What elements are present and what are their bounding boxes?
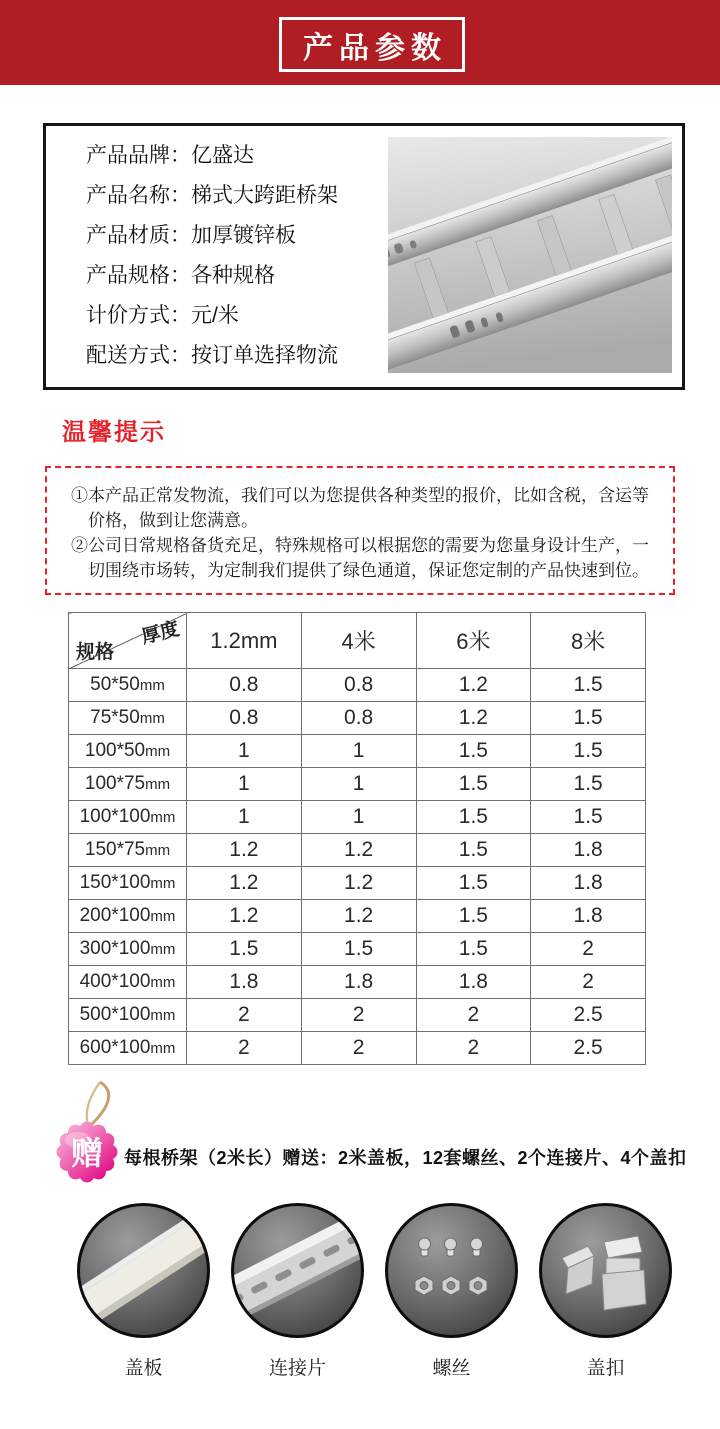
gallery-item-label: 盖板 [124,1358,163,1379]
value-cell: 0.8 [301,702,416,735]
spec-unit: mm [145,743,171,760]
value-cell: 1.2 [187,834,302,867]
spec-number: 300*100 [79,938,151,959]
value-cell: 1 [301,801,416,834]
table-row [69,801,646,834]
tip-item: ②公司日常规格备货充足，特殊规格可以根据您的需要为您量身设计生产，一切围绕市场转，为定制我们提供了绿色通道，保证您定制的产品快速到位。 [71,536,649,580]
spec-unit: mm [150,974,176,991]
page-title: 产品参数 [303,31,447,65]
spec-unit: mm [145,842,171,859]
spec-number: 400*100 [79,971,151,992]
spec-unit: mm [145,776,171,793]
value-cell: 1.2 [301,834,416,867]
field-value: 亿盛达 [191,144,254,167]
value-cell: 2 [416,1032,531,1065]
value-cell: 0.8 [301,669,416,702]
value-cell: 1.5 [416,867,531,900]
value-cell: 1.2 [187,867,302,900]
row-spec [69,933,187,966]
product-info-box [43,123,685,390]
table-row [69,702,646,735]
connector-strip-photo [231,1203,364,1338]
field-value: 按订单选择物流 [191,344,338,367]
product-material-row [86,216,338,256]
spec-unit: mm [150,809,176,826]
gallery-item-label: 盖扣 [586,1358,625,1379]
value-cell: 1.5 [301,933,416,966]
spec-number: 150*100 [79,872,151,893]
value-cell: 2 [187,1032,302,1065]
value-cell: 1.5 [531,669,646,702]
table-row [69,834,646,867]
spec-unit: mm [139,710,165,727]
gift-badge-text: 赠 [70,1135,104,1171]
spec-number: 75*50 [90,707,140,728]
table-row [69,867,646,900]
table-row [69,735,646,768]
spec-unit: mm [150,875,176,892]
value-cell: 1.2 [301,867,416,900]
value-cell: 0.8 [187,669,302,702]
value-cell: 1 [301,768,416,801]
value-cell: 1.2 [416,669,531,702]
value-cell: 1.5 [531,801,646,834]
value-cell: 2 [301,999,416,1032]
spec-number: 500*100 [79,1004,151,1025]
tips-box [45,466,675,595]
row-spec [69,669,187,702]
gallery-item-screws [385,1203,518,1380]
cover-plate-photo [77,1203,210,1338]
table-row [69,900,646,933]
value-cell: 1.5 [416,933,531,966]
value-cell: 1.5 [531,735,646,768]
spec-number: 100*75 [84,773,146,794]
row-spec [69,834,187,867]
value-cell: 2 [531,966,646,999]
value-cell: 1.5 [416,900,531,933]
table-row [69,999,646,1032]
spec-number: 100*50 [84,740,146,761]
field-label: 产品品牌： [86,144,191,167]
value-cell: 1.8 [531,900,646,933]
value-cell: 1.8 [416,966,531,999]
row-spec [69,1032,187,1065]
gallery-item-label: 螺丝 [432,1358,471,1379]
spec-label: 规格 [76,642,115,663]
table-row [69,933,646,966]
value-cell: 1.5 [531,702,646,735]
cover-clip-photo [539,1203,672,1338]
screws-photo [385,1203,518,1338]
product-spec-row [86,256,338,296]
value-cell: 1.8 [531,834,646,867]
gift-text: 每根桥架（2米长）赠送：2米盖板，12套螺丝、2个连接片、4个盖扣 [124,1148,687,1168]
field-value: 各种规格 [191,264,275,287]
value-cell: 1.8 [187,966,302,999]
header-band [0,0,720,85]
column-header: 8米 [531,613,646,669]
page-title-box [279,17,465,72]
table-row [69,669,646,702]
gift-badge [40,1078,150,1190]
delivery-method-row [86,336,338,376]
spec-number: 600*100 [79,1037,151,1058]
spec-unit: mm [150,908,176,925]
tip-item: ①本产品正常发物流，我们可以为您提供各种类型的报价，比如含税，含运等价格，做到让您满意。 [71,486,649,530]
accessory-gallery [77,1203,672,1380]
spec-number: 100*100 [79,806,151,827]
product-info-rows [86,136,338,376]
corner-cell [69,613,187,669]
field-value: 梯式大跨距桥架 [191,184,338,207]
value-cell: 1.8 [301,966,416,999]
value-cell: 1 [187,768,302,801]
value-cell: 2.5 [531,1032,646,1065]
value-cell: 1.5 [187,933,302,966]
tips-title: 温馨提示 [62,419,166,446]
value-cell: 1.5 [416,768,531,801]
value-cell: 1 [187,735,302,768]
value-cell: 1.2 [416,702,531,735]
column-header: 1.2mm [187,613,302,669]
spec-number: 200*100 [79,905,151,926]
field-label: 产品材质： [86,224,191,247]
gift-string-icon [87,1082,109,1126]
value-cell: 2 [531,933,646,966]
row-spec [69,735,187,768]
value-cell: 1.5 [416,834,531,867]
spec-unit: mm [150,941,176,958]
value-cell: 1 [301,735,416,768]
product-brand-row [86,136,338,176]
value-cell: 2 [416,999,531,1032]
field-label: 产品规格： [86,264,191,287]
product-name-row [86,176,338,216]
value-cell: 2 [187,999,302,1032]
value-cell: 0.8 [187,702,302,735]
column-header: 6米 [416,613,531,669]
row-spec [69,801,187,834]
column-header: 4米 [301,613,416,669]
row-spec [69,966,187,999]
thickness-label: 厚度 [139,618,182,649]
spec-unit: mm [150,1040,176,1057]
pricing-method-row [86,296,338,336]
value-cell: 1 [187,801,302,834]
value-cell: 2 [301,1032,416,1065]
spec-table [68,612,646,1065]
field-label: 配送方式： [86,344,191,367]
table-header-row [69,613,646,669]
gallery-item-connector-strip [231,1203,364,1380]
row-spec [69,900,187,933]
table-row [69,966,646,999]
row-spec [69,999,187,1032]
row-spec [69,867,187,900]
value-cell: 1.5 [531,768,646,801]
value-cell: 1.2 [187,900,302,933]
gallery-item-label: 连接片 [268,1358,326,1379]
value-cell: 1.8 [531,867,646,900]
field-label: 计价方式： [86,304,191,327]
field-label: 产品名称： [86,184,191,207]
row-spec [69,768,187,801]
field-value: 元/米 [191,304,239,327]
value-cell: 1.5 [416,801,531,834]
row-spec [69,702,187,735]
gallery-item-cover-plate [77,1203,210,1380]
value-cell: 1.5 [416,735,531,768]
value-cell: 2.5 [531,999,646,1032]
ladder-cable-tray-photo [388,137,672,373]
table-row [69,768,646,801]
spec-unit: mm [150,1007,176,1024]
table-row [69,1032,646,1065]
gallery-item-cover-clip [539,1203,672,1380]
spec-number: 50*50 [90,674,140,695]
spec-number: 150*75 [84,839,146,860]
spec-unit: mm [139,677,165,694]
value-cell: 1.2 [301,900,416,933]
field-value: 加厚镀锌板 [191,224,296,247]
